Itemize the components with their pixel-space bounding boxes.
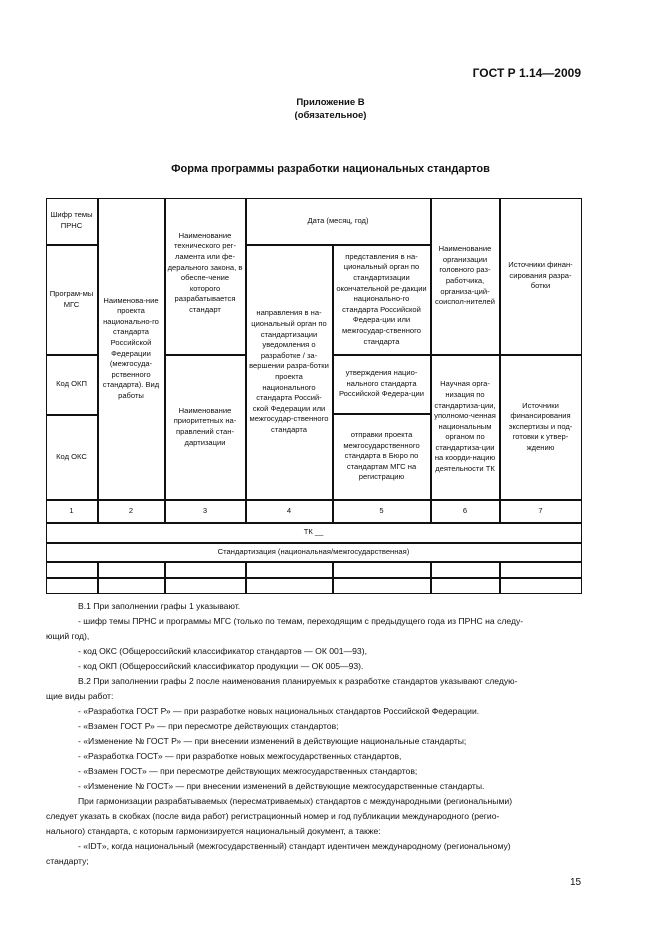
paragraph: щие виды работ: [46,691,114,701]
tk-row: ТК __ [46,523,582,543]
cell-priority-directions: Наименование приоритетных на-правлений стан-дартизации [165,355,246,500]
paragraph: - «Взамен ГОСТ» — при пересмотре действующих межгосударственных стандартов; [78,766,418,776]
column-number: 3 [165,500,246,523]
paragraph: - «Взамен ГОСТ Р» — при пересмотре действующих стандартов; [78,721,339,731]
cell-regulation: Наименование технического рег-ламента или фе-дерального закона, в обеспе-чение которого разрабатывается стандарт [165,198,246,355]
paragraph: - «IDT», когда национальный (межгосударственный) стандарт идентичен международному (региональному) [78,841,511,851]
empty-cell [46,562,98,578]
cell-submission-date: представления в на-циональный орган по стандартизации окончательной ре-дакции национально-го стандарта Российской Федера-ции или межгосудар-ственного стандарта [333,245,431,355]
page-number: 15 [570,877,582,888]
empty-cell [98,562,165,578]
paragraph: - код ОКП (Общероссийский классификатор продукции — ОК 005—93). [78,661,364,671]
empty-cell [333,562,431,578]
cell-notification-date: направления в на-циональный орган по стандартизации уведомления о разработке / за-вершении разра-ботки проекта национального стандарта Россий-ской Федерации или межгосудар-ственного стандарта [246,245,333,500]
cell-date-header: Дата (месяц, год) [246,198,431,245]
empty-cell [333,578,431,594]
cell-cipher: Шифр темы ПРНС [46,198,98,245]
cell-approval-date: утверждения нацио-нального стандарта Российской Федера-ции [333,355,431,414]
empty-cell [246,562,333,578]
cell-registration-date: отправки проекта межгосударственного стандарта в Бюро по стандартам МГС на регистрацию [333,414,431,500]
paragraph: стандарту; [46,856,89,866]
appendix-title: Приложение В [296,97,365,108]
cell-project-name: Наименова-ние проекта национально-го стандарта Российской Федерации (межгосуда-рственного стандарта). Вид работы [98,198,165,500]
cell-expertise-funding: Источники финансирования экспертизы и под-готовки к утвер-ждению [500,355,582,500]
empty-cell [46,578,98,594]
empty-cell [98,578,165,594]
empty-cell [165,562,246,578]
cell-dev-funding: Источники финан-сирования разра-ботки [500,198,582,355]
paragraph: При гармонизации разрабатываемых (пересматриваемых) стандартов с международными (региональными) [78,796,513,806]
paragraph: - «Изменение № ГОСТ Р» — при внесении изменений в действующие национальные стандарты; [78,736,467,746]
paragraph: - «Изменение № ГОСТ» — при внесении изменений в действующие межгосударственные стандарты. [78,781,485,791]
paragraph: - код ОКС (Общероссийский классификатор стандартов — ОК 001—93), [78,646,367,656]
paragraph: следует указать в скобках (после вида работ) регистрационный номер и год публикации международного (регио- [46,811,500,821]
paragraph: ющий год), [46,631,90,641]
cell-lead-developer: Наименование организации головного раз-работчика, организа-ций-соиспол-нителей [431,198,500,355]
cell-okp: Код ОКП [46,355,98,415]
standardization-row: Стандартизация (национальная/межгосударственная) [46,543,582,562]
column-number: 4 [246,500,333,523]
paragraph: В.2 При заполнении графы 2 после наименования планируемых к разработке стандартов указывают следую- [78,676,518,686]
cell-mgs: Програм-мы МГС [46,245,98,355]
paragraph: - «Разработка ГОСТ Р» — при разработке новых национальных стандартов Российской Федерации. [78,706,480,716]
empty-cell [431,562,500,578]
cell-oks: Код ОКС [46,415,98,500]
empty-cell [431,578,500,594]
column-number: 6 [431,500,500,523]
paragraph: нального) стандарта, с которым гармонизируется национальный документ, а также: [46,826,381,836]
empty-cell [165,578,246,594]
form-title: Форма программы разработки национальных стандартов [171,163,490,175]
paragraph: - «Разработка ГОСТ» — при разработке новых межгосударственных стандартов, [78,751,402,761]
column-number: 7 [500,500,582,523]
column-number: 5 [333,500,431,523]
appendix-status: (обязательное) [294,110,367,121]
cell-scientific-org: Научная орга-низация по стандартиза-ции, уполномо-ченная национальным органом по стандартиза-ции на коорди-нацию деятельности ТК [431,355,500,500]
document-code: ГОСТ Р 1.14—2009 [472,66,581,80]
column-number: 1 [46,500,98,523]
column-number: 2 [98,500,165,523]
paragraph: В.1 При заполнении графы 1 указывают. [78,601,241,611]
empty-cell [246,578,333,594]
paragraph: - шифр темы ПРНС и программы МГС (только по темам, переходящим с предыдущего года из ПРНС на следу- [78,616,524,626]
empty-cell [500,578,582,594]
empty-cell [500,562,582,578]
